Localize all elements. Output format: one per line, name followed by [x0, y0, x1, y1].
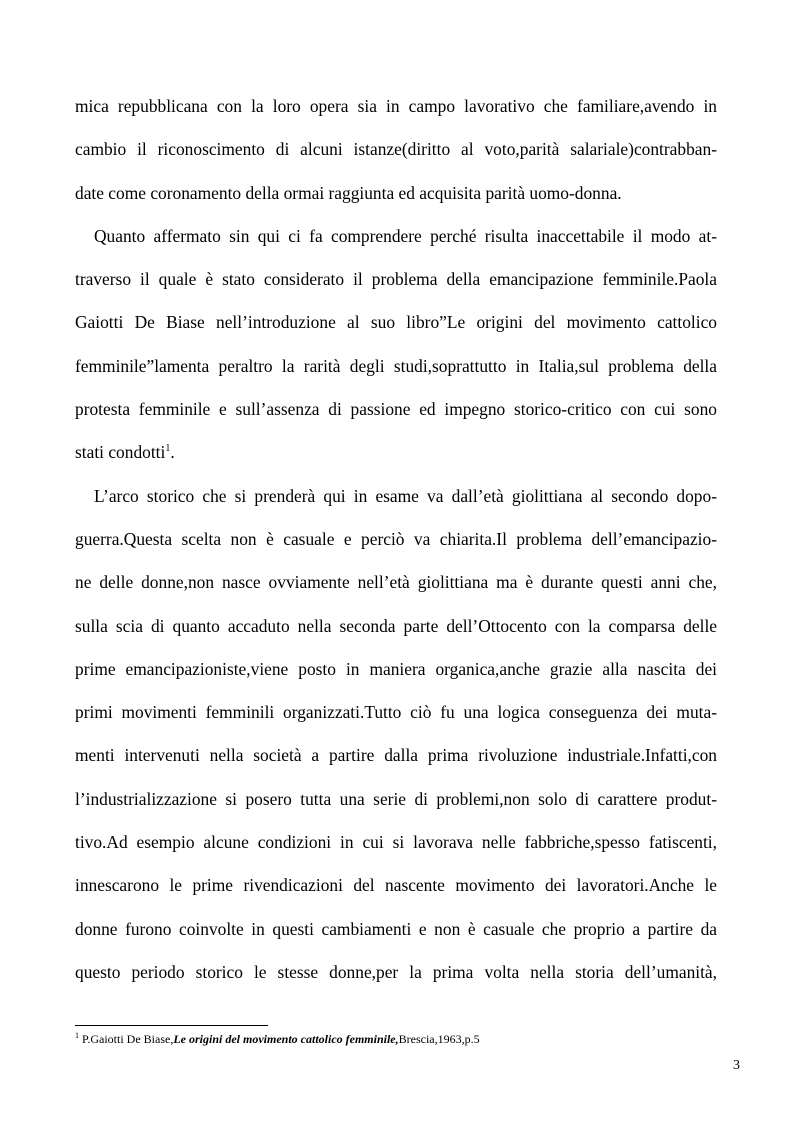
text-line: prime emancipazioniste,viene posto in maniera organica,anche grazie alla nascita dei	[75, 658, 717, 679]
footnote-title: Le origini del movimento cattolico femminile,	[173, 1032, 399, 1046]
footnote	[75, 1032, 480, 1046]
text-line-with-footnote-ref	[75, 435, 717, 478]
text-line: questo periodo storico le stesse donne,per la prima volta nella storia dell’umanità,	[75, 961, 717, 982]
text-line: protesta femminile e sull’assenza di passione ed impegno storico-critico con cui sono	[75, 399, 717, 420]
text-line-content: stati condotti	[75, 442, 166, 463]
text-line: guerra.Questa scelta non è casuale e perciò va chiarita.Il problema dell’emancipazio-	[75, 528, 717, 549]
text-line: date come coronamento della ormai raggiunta ed acquisita parità uomo-donna.	[75, 182, 622, 203]
text-line: cambio il riconoscimento di alcuni istanze(diritto al voto,parità salariale)contrabban-	[75, 139, 717, 160]
text-line: mica repubblicana con la loro opera sia in campo lavorativo che familiare,avendo in	[75, 96, 717, 116]
text-line: l’industrializzazione si posero tutta una serie di problemi,non solo di carattere produt-	[75, 788, 717, 809]
body-text	[75, 89, 717, 998]
text-line: traverso il quale è stato considerato il problema della emancipazione femminile.Paola	[75, 269, 717, 290]
footnote-divider	[75, 1025, 268, 1026]
sentence-period: .	[170, 442, 175, 463]
text-line: femminile”lamenta peraltro la rarità degli studi,soprattutto in Italia,sul problema della	[75, 355, 717, 376]
footnote-number: 1	[75, 1031, 79, 1040]
text-line: Gaiotti De Biase nell’introduzione al suo libro”Le origini del movimento cattolico	[75, 312, 717, 333]
text-line: donne furono coinvolte in questi cambiamenti e non è casuale che proprio a partire da	[75, 918, 717, 939]
footnote-details: Brescia,1963,p.5	[398, 1032, 480, 1046]
text-line: sulla scia di quanto accaduto nella seconda parte dell’Ottocento con la comparsa delle	[75, 615, 717, 636]
text-line: innescarono le prime rivendicazioni del nascente movimento dei lavoratori.Anche le	[75, 875, 717, 896]
text-line: Quanto affermato sin qui ci fa comprendere perché risulta inaccettabile il modo at-	[94, 225, 717, 246]
text-line: ne delle donne,non nasce ovviamente nell’età giolittiana ma è durante questi anni che,	[75, 572, 717, 593]
page-number: 3	[733, 1058, 740, 1073]
footnote-author: P.Gaiotti De Biase,	[79, 1032, 174, 1046]
text-line: menti intervenuti nella società a partire dalla prima rivoluzione industriale.Infatti,con	[75, 745, 717, 766]
text-line: tivo.Ad esempio alcune condizioni in cui si lavorava nelle fabbriche,spesso fatiscenti,	[75, 832, 717, 853]
footnote-reference[interactable]: 1	[165, 443, 171, 455]
text-line: L’arco storico che si prenderà qui in esame va dall’età giolittiana al secondo dopo-	[94, 485, 717, 506]
text-line: primi movimenti femminili organizzati.Tutto ciò fu una logica conseguenza dei muta-	[75, 702, 717, 723]
